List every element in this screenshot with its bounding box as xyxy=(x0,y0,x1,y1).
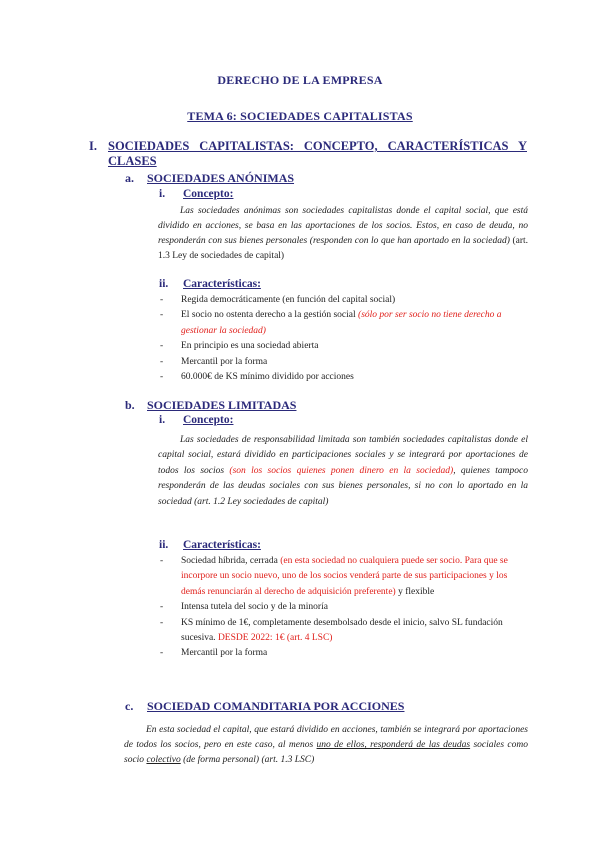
item-title: Concepto: xyxy=(183,188,234,200)
list-item: - Mercantil por la forma xyxy=(160,356,268,367)
item-title: Características: xyxy=(183,539,261,551)
subsection-heading-b xyxy=(125,398,296,413)
tema-title: TEMA 6: SOCIEDADES CAPITALISTAS xyxy=(187,109,413,123)
subsection-title: SOCIEDADES ANÓNIMAS xyxy=(147,171,295,185)
item-label: i. xyxy=(159,414,166,426)
section-title-line2: CLASES xyxy=(108,154,157,168)
caracteristicas-heading-a xyxy=(159,278,261,290)
list-item: - Regida democráticamente (en función del capital social) xyxy=(160,295,396,305)
concepto-text: Las sociedades anónimas son sociedades capitalistas donde el capital social, que está dividido en acciones, se basa en las aportaciones de los socios. Estos, en caso de deuda, no responderán con sus bienes personales (responden con lo que han aportado en la sociedad) xyxy=(158,206,528,246)
subsection-label: b. xyxy=(125,398,135,412)
subsection-heading-a xyxy=(125,171,294,186)
subsection-heading-c xyxy=(125,699,404,714)
list-item: - Mercantil por la forma xyxy=(160,648,268,659)
item-title: Características: xyxy=(183,278,261,290)
subsection-title: SOCIEDADES LIMITADAS xyxy=(147,398,297,412)
concepto-ref: (art. 1.3 Ley de sociedades de capital) xyxy=(158,236,528,261)
subsection-label: c. xyxy=(125,699,134,713)
item-label: i. xyxy=(159,188,166,200)
concepto-paragraph-b: Las sociedades de responsabilidad limitada son también sociedades capitalistas donde el capital social, estará dividido en participaciones sociales y se integrará por aportaciones de todos los socios (son los socios quienes ponen dinero en la sociedad), quienes tampoco responderán de las deudas sociales con sus bienes personales, si no con lo aportado en la sociedad (art. 1.2 Ley sociedades de capital) xyxy=(158,435,528,507)
subsection-label: a. xyxy=(125,171,134,185)
caracteristicas-list-b xyxy=(159,554,529,662)
concepto-heading-b xyxy=(159,414,233,426)
item-label: ii. xyxy=(159,539,169,551)
item-title: Concepto: xyxy=(183,414,234,426)
subsection-title: SOCIEDAD COMANDITARIA POR ACCIONES xyxy=(147,699,405,713)
comanditaria-paragraph: En esta sociedad el capital, que estará dividido en acciones, también se integrará por aportaciones de todos los socios, pero en este caso, al menos uno de ellos, responderá de las deudas sociales como socio colectivo (de forma personal) (art. 1.3 LSC) xyxy=(124,725,528,765)
section-heading-1 xyxy=(89,139,527,169)
list-item: - Sociedad híbrida, cerrada (en esta sociedad no cualquiera puede ser socio. Para que se incorpore un socio nuevo, uno de los socios venderá parte de sus participaciones y los demás renunciarán al derecho de adquisición preferente) y flexible xyxy=(160,556,508,597)
document-title: DERECHO DE LA EMPRESA xyxy=(217,73,383,87)
concepto-heading-a xyxy=(159,188,233,200)
caracteristicas-list-a xyxy=(159,293,529,385)
list-item: - KS mínimo de 1€, completamente desembolsado desde el inicio, salvo SL fundación sucesiva. DESDE 2022: 1€ (art. 4 LSC) xyxy=(160,617,503,644)
list-item: - 60.000€ de KS mínimo dividido por acciones xyxy=(160,372,354,383)
section-number: I. xyxy=(89,139,97,153)
caracteristicas-heading-b xyxy=(159,539,261,551)
list-item: - En principio es una sociedad abierta xyxy=(160,341,319,352)
item-label: ii. xyxy=(159,278,169,290)
list-item: - El socio no ostenta derecho a la gestión social (sólo por ser socio no tiene derecho a gestionar la sociedad) xyxy=(160,310,502,336)
concepto-paragraph-a xyxy=(158,204,528,264)
list-item: - Intensa tutela del socio y de la minoría xyxy=(160,602,328,613)
section-title-line1: SOCIEDADES CAPITALISTAS: CONCEPTO, CARACTERÍSTICAS Y xyxy=(108,139,527,153)
